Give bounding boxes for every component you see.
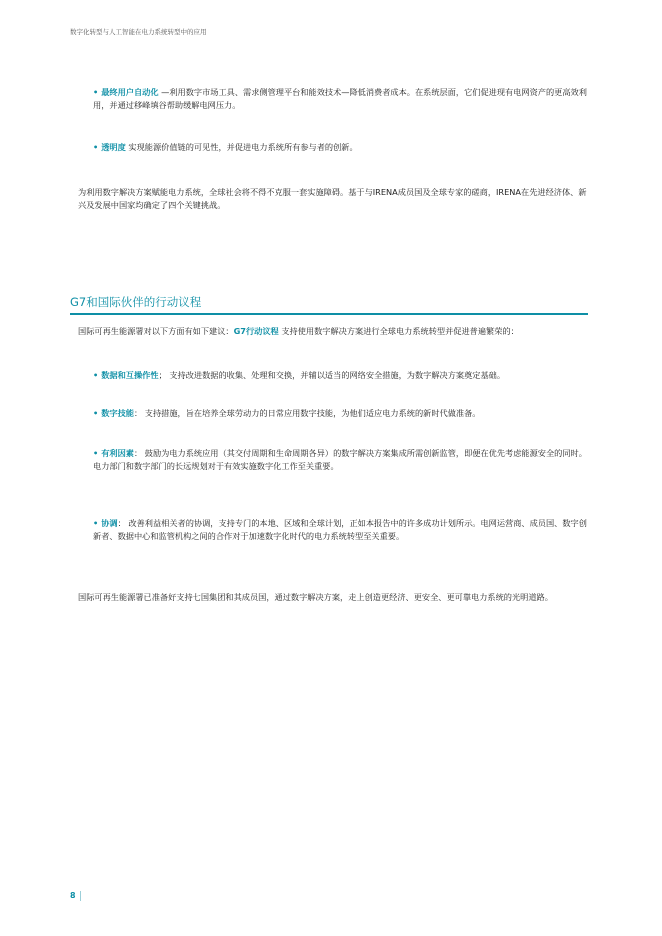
bullet-term: 透明度 (101, 142, 126, 152)
bullet-coordination (93, 517, 593, 543)
bullet-term: 数字技能 (101, 408, 134, 418)
bullet-dot: • (93, 518, 99, 528)
bullet-term: 最终用户自动化 (101, 87, 159, 97)
bullet-dot: • (93, 370, 99, 380)
section-divider (70, 313, 588, 315)
intro-paragraph: 为利用数字解决方案赋能电力系统，全球社会将不得不克服一套实施障碍。基于与IRENA成员国及全球专家的磋商，IRENA在先进经济体、新兴及发展中国家均确定了四个关键挑战。 (78, 187, 587, 210)
bullet-dot: • (93, 87, 99, 97)
page-number-divider (80, 891, 81, 901)
bullet-dot: • (93, 448, 99, 458)
running-header: 数字化转型与人工智能在电力系统转型中的应用 (70, 28, 207, 36)
page-number: 8 (70, 891, 76, 900)
bullet-text: ： 鼓励为电力系统应用（其交付周期和生命周期各异）的数字解决方案集成所需创新监管，即便在优先考虑能源安全的同时。电力部门和数字部门的长远规划对于有效实施数字化工作至关重要。 (93, 448, 587, 471)
section-title: G7和国际伙伴的行动议程 (70, 295, 202, 309)
bullet-term: 数据和互操作性 (101, 370, 159, 380)
bullet-term: 协调 (101, 518, 118, 528)
bullet-end-user-automation (93, 86, 593, 112)
closing-paragraph: 国际可再生能源署已准备好支持七国集团和其成员国，通过数字解决方案，走上创造更经济、更安全、更可靠电力系统的光明道路。 (78, 592, 553, 602)
bullet-text: 实现能源价值链的可见性，并促进电力系统所有参与者的创新。 (125, 142, 358, 152)
bullet-transparency (93, 141, 593, 154)
bullet-text: ： 改善利益相关者的协调，支持专门的本地、区域和全球计划，正如本报告中的许多成功计划所示。电网运营商、成员国、数字创新者、数据中心和监管机构之间的合作对于加速数字化时代的电力系统转型至关重要。 (93, 518, 587, 541)
bullet-text: ： 支持措施，旨在培养全球劳动力的日常应用数字技能，为他们适应电力系统的新时代做准备。 (134, 408, 481, 418)
agenda-lead-paragraph (78, 325, 592, 338)
bullet-dot: • (93, 408, 99, 418)
bullet-data-interoperability (93, 369, 593, 382)
bullet-dot: • (93, 142, 99, 152)
agenda-lead-suffix: 支持使用数字解决方案进行全球电力系统转型并促进普遍繁荣的： (278, 326, 519, 336)
agenda-lead-prefix: 国际可再生能源署对以下方面有如下建议： (78, 326, 234, 336)
bullet-enablers (93, 447, 593, 473)
bullet-text: —利用数字市场工具、需求侧管理平台和能效技术—降低消费者成本。在系统层面，它们促进现有电网资产的更高效利用，并通过移峰填谷帮助缓解电网压力。 (93, 87, 587, 110)
bullet-digital-skills (93, 407, 593, 420)
bullet-text: ； 支持改进数据的收集、处理和交换，并辅以适当的网络安全措施，为数字解决方案奠定基础。 (158, 370, 506, 380)
bullet-term: 有利因素 (101, 448, 134, 458)
agenda-lead-term: G7行动议程 (233, 326, 279, 336)
